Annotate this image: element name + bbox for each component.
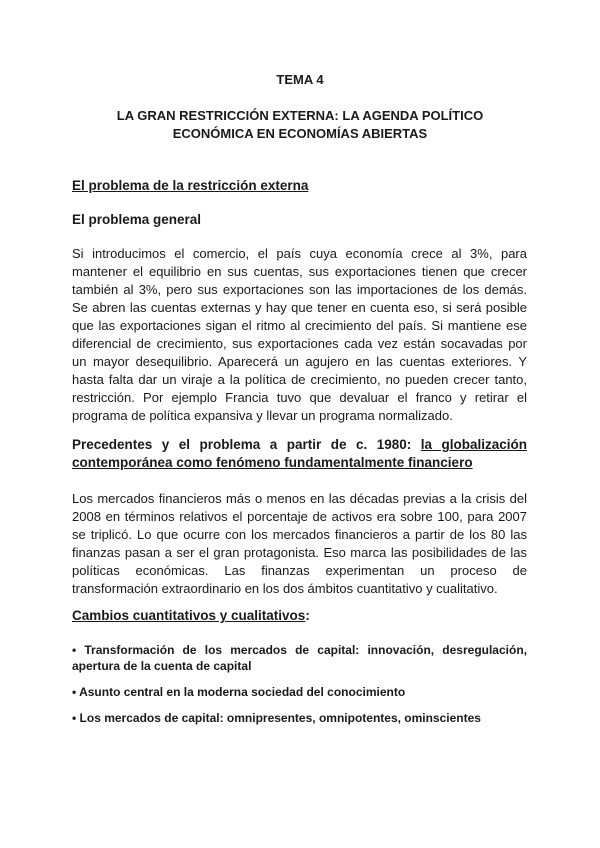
- main-title-line-2: ECONÓMICA EN ECONOMÍAS ABIERTAS: [172, 126, 428, 141]
- subsection-heading-precedentes: [72, 436, 527, 472]
- tema-label: TEMA 4: [276, 72, 324, 87]
- section-heading-cambios-text: Cambios cuantitativos y cualitativos: [72, 608, 306, 623]
- section-heading-cambios-colon: :: [305, 608, 310, 623]
- subsection-heading-precedentes-plain: Precedentes y el problema a partir de c. 1980:: [72, 437, 421, 452]
- paragraph-mercados-financieros: Los mercados financieros más o menos en las décadas previas a la crisis del 2008 en términos relativos el porcentaje de activos era sobre 100, para 2007 se triplicó. Lo que ocurre con los mercados financieros a partir de los 80 las finanzas pasan a ser el gran protagonista. Eso marca las posibilidades de las políticas económicas. Las finanzas experimentan un proceso de transformación extraordinario en los dos ámbitos cuantitativo y cualitativo.: [72, 491, 527, 596]
- section-heading-cambios: [72, 607, 310, 625]
- bullet-item-3: • Los mercados de capital: omnipresentes, omnipotentes, ominscientes: [72, 711, 481, 725]
- subsection-heading-problema-general: El problema general: [72, 212, 202, 227]
- main-title: [90, 107, 510, 143]
- section-heading-restriccion: El problema de la restricción externa: [72, 178, 309, 193]
- bullet-item-1: • Transformación de los mercados de capital: innovación, desregulación, apertura de la cuenta de capital: [72, 643, 527, 673]
- bullet-item-2: • Asunto central en la moderna sociedad del conocimiento: [72, 685, 406, 699]
- main-title-line-1: LA GRAN RESTRICCIÓN EXTERNA: LA AGENDA POLÍTICO: [116, 108, 484, 123]
- subsection-heading-precedentes-underlined: la globalización contemporánea como fenómeno fundamentalmente financiero: [72, 437, 527, 470]
- paragraph-problema-general: Si introducimos el comercio, el país cuya economía crece al 3%, para mantener el equilibrio en sus cuentas, sus exportaciones tienen que crecer también al 3%, pero sus exportaciones son las importaciones de los demás. Se abren las cuentas externas y hay que tener en cuenta eso, si será posible que las exportaciones sigan el ritmo al crecimiento del país. Si mantiene ese diferencial de crecimiento, sus exportaciones cada vez están socavadas por un mayor desequilibrio. Aparecerá un agujero en las cuentas exteriores. Y hasta falta dar un viraje a la política de crecimiento, no pueden crecer tanto, restricción. Por ejemplo Francia tuvo que devaluar el franco y retirar el programa de política expansiva y llevar un programa normalizado.: [72, 246, 527, 423]
